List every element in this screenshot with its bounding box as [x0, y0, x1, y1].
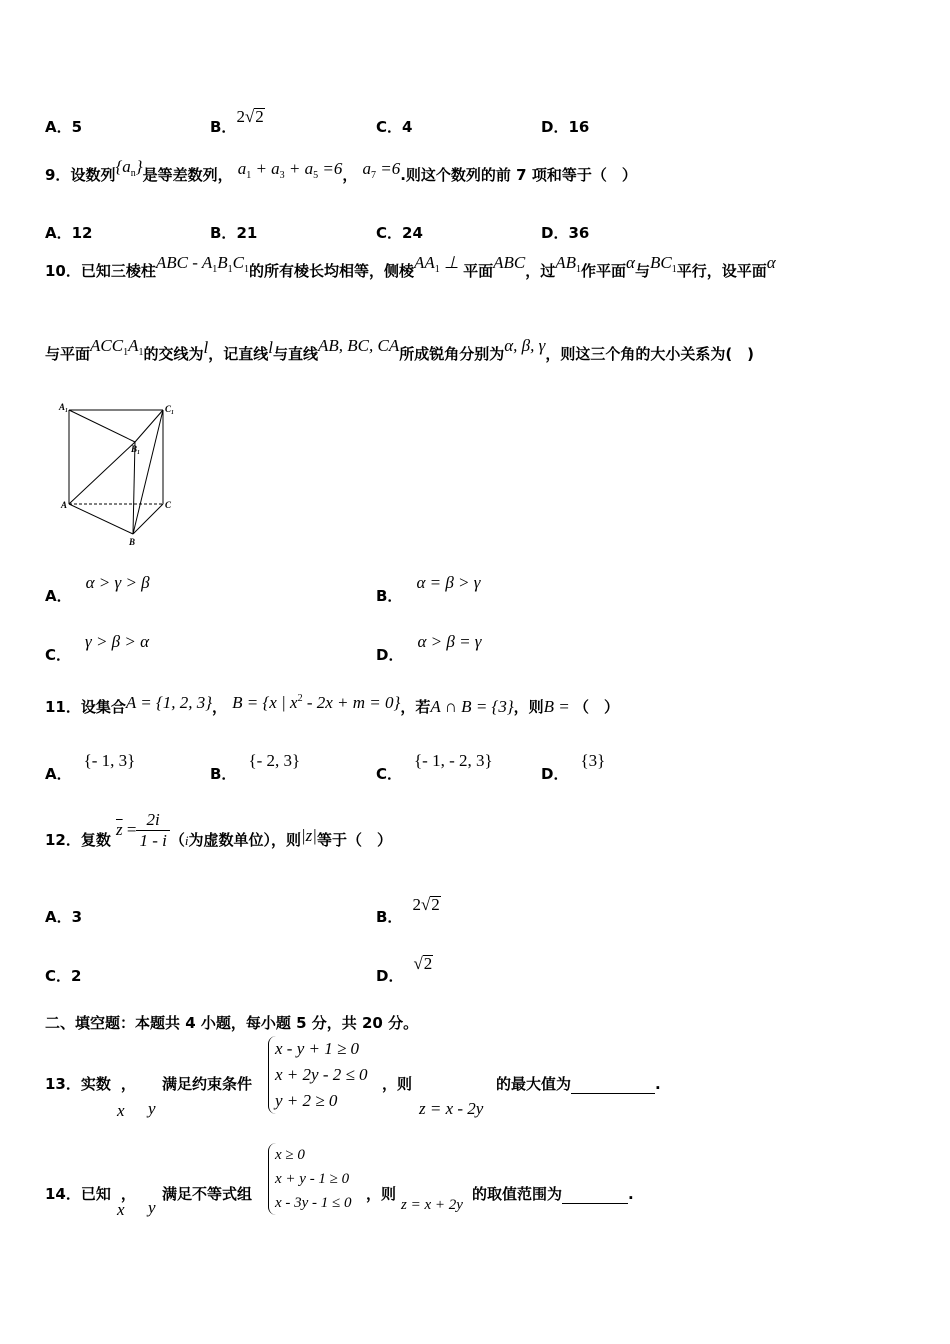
prism-figure	[55, 398, 185, 550]
edge-ab1	[69, 442, 135, 504]
constraint-row: x ≥ 0	[275, 1147, 305, 1163]
acc-sub: 1	[123, 347, 129, 358]
q11-text-2: ，若	[400, 698, 431, 716]
option-label: A．	[45, 587, 72, 605]
label-a: A	[61, 500, 68, 510]
prism-sub: 1	[227, 264, 233, 275]
q10-line-l: l	[203, 338, 209, 357]
q13-var-x: x	[117, 1101, 125, 1120]
ab-sub: 1	[576, 264, 582, 275]
q9-eq1	[237, 159, 343, 181]
q9-text-3: .则这个数列的前 7 项和等于（ ）	[400, 166, 637, 184]
q12-text-3: 为虚数单位），则	[188, 831, 301, 849]
q13-constraint-system	[268, 1036, 368, 1114]
q14-comma: ，	[120, 1185, 136, 1203]
q8-option-b	[210, 106, 265, 136]
option-value: 12	[71, 224, 93, 242]
fraction-denominator: 1 - i	[139, 831, 167, 850]
sqrt-radicand: 2	[431, 895, 440, 914]
prism-b: B	[217, 253, 228, 272]
option-expr: {- 1, - 2, 3}	[414, 751, 493, 770]
q14-text-4: 的取值范围为	[472, 1185, 563, 1203]
q12-text-2: （	[169, 831, 185, 849]
answer-blank[interactable]	[562, 1187, 628, 1204]
fraction-numerator: 2i	[136, 810, 169, 831]
q10-option-b	[376, 572, 481, 605]
q8-option-c	[376, 116, 412, 137]
q10-alpha: α	[626, 253, 635, 272]
bc-sub: 1	[671, 264, 677, 275]
prism-sub: 1	[212, 264, 218, 275]
q14-var-y: y	[148, 1198, 156, 1217]
q11-option-b	[210, 750, 301, 783]
q10-text-7: 平行，设平面	[676, 262, 767, 280]
eq1-rhs: =6	[318, 159, 343, 178]
edge-bb1	[133, 442, 135, 534]
acc-sub-2: 1	[138, 347, 144, 358]
option-value: 3	[71, 908, 83, 926]
option-label: A．	[45, 224, 72, 242]
q10-acc1a1	[90, 336, 144, 358]
q14-text-3: ，则	[366, 1185, 397, 1203]
q10-lines: AB, BC, CA	[317, 336, 400, 355]
option-label: D．	[541, 765, 569, 783]
q8-option-a	[45, 116, 82, 137]
q13-objective: z = x - 2y	[419, 1099, 484, 1118]
q12-option-a	[45, 906, 82, 927]
set-b-sup: 2	[297, 693, 303, 704]
label-b1: B₁	[131, 444, 141, 454]
q10-text-3: 平面	[463, 262, 494, 280]
q13-text-4: 的最大值为	[496, 1075, 572, 1093]
q12-eq: =	[122, 820, 137, 839]
set-b-pre: B = {x | x	[232, 693, 298, 712]
option-value: 5	[71, 118, 83, 136]
option-label: C．	[45, 967, 72, 985]
q11-stem	[45, 693, 620, 717]
label-c: C	[165, 500, 172, 510]
option-label: A．	[45, 118, 72, 136]
aa: AA	[414, 253, 435, 272]
q9-option-c	[376, 222, 423, 243]
question-number: 14．	[45, 1185, 81, 1203]
q8-option-d	[541, 116, 589, 137]
q12-zbar: $\overline{z}$	[115, 820, 123, 839]
q10-l2-text-2: 的交线为	[143, 345, 204, 363]
q10-text-2: 的所有棱长均相等，侧棱	[248, 262, 414, 280]
constraint-row: x + 2y - 2 ≤ 0	[275, 1065, 368, 1084]
question-number: 10．	[45, 262, 81, 280]
constraint-row: y + 2 ≥ 0	[275, 1091, 338, 1110]
sqrt-sign-icon: √	[420, 895, 431, 914]
option-expr: α = β > γ	[416, 573, 481, 592]
q9-option-a	[45, 222, 92, 243]
q10-option-d	[376, 631, 482, 664]
set-b-post: - 2x + m = 0}	[302, 693, 401, 712]
prism-c: C	[232, 253, 244, 272]
q9-stem	[45, 157, 637, 187]
q10-option-c	[45, 631, 150, 664]
sqrt-sign-icon: √	[244, 107, 255, 126]
q14-objective: z = x + 2y	[401, 1197, 463, 1213]
q14-text-2: 满足不等式组	[162, 1185, 253, 1203]
option-expr: γ > β > α	[85, 632, 150, 651]
q11-text-3: ，则	[513, 698, 544, 716]
option-label: D．	[541, 118, 569, 136]
q12-text-1: 复数	[80, 831, 111, 849]
q13-stem-prefix	[45, 1073, 136, 1094]
constraint-row: x - 3y - 1 ≤ 0	[275, 1195, 352, 1211]
q12-text-4: 等于（ ）	[316, 831, 392, 849]
q13-comma: ，	[120, 1075, 136, 1093]
q14-text-1: 已知	[80, 1185, 111, 1203]
aa-sub: 1	[434, 264, 440, 275]
eq1-b: a	[271, 159, 280, 178]
perp-icon: ⊥	[439, 253, 464, 272]
q10-text-5: 作平面	[581, 262, 627, 280]
q9-text-2: 是等差数列，	[142, 166, 233, 184]
seq-sub: n	[130, 168, 136, 179]
q10-alpha-2: α	[766, 253, 776, 272]
sqrt-radicand: 2	[423, 954, 433, 973]
q10-abc: ABC	[493, 253, 526, 272]
eq1-c: a	[304, 159, 314, 178]
option-value: 21	[236, 224, 258, 242]
edge-ab	[69, 504, 133, 534]
q10-text-1: 已知三棱柱	[80, 262, 156, 280]
option-value: 2	[71, 967, 82, 985]
answer-blank[interactable]	[571, 1077, 655, 1094]
q11-option-a	[45, 750, 136, 783]
option-value: 36	[568, 224, 590, 242]
bc: BC	[649, 253, 672, 272]
option-label: B．	[376, 587, 403, 605]
option-label: D．	[376, 646, 404, 664]
eq1-s2: 3	[279, 170, 285, 181]
option-expr: {- 2, 3}	[248, 751, 301, 770]
q14-constraint-system	[268, 1143, 352, 1215]
question-number: 11．	[45, 698, 81, 716]
q12-option-c	[45, 965, 81, 986]
question-number: 12．	[45, 831, 81, 849]
q10-prism	[155, 253, 249, 275]
q12-option-b	[376, 894, 441, 926]
eq1-s3: 5	[313, 170, 319, 181]
q10-text-4: ，过	[525, 262, 556, 280]
q10-l2-text-5: 所成锐角分别为	[399, 345, 505, 363]
eq2-s: 7	[371, 170, 376, 181]
q14-var-x: x	[117, 1200, 125, 1219]
q11-set-b	[232, 693, 400, 712]
eq1-plus1: +	[251, 159, 272, 178]
seq-a: a	[122, 157, 131, 176]
prism-name: ABC - A	[155, 253, 213, 272]
q9-option-d	[541, 222, 589, 243]
option-label: C．	[45, 646, 72, 664]
prism-sub: 1	[243, 264, 249, 275]
q9-comma: ，	[342, 166, 358, 184]
sqrt-sign-icon: √	[413, 954, 423, 973]
q12-i: i	[184, 833, 189, 848]
option-value: 24	[402, 224, 423, 242]
option-label: B．	[210, 224, 237, 242]
option-expr: {3}	[580, 751, 606, 770]
q11-option-c	[376, 750, 493, 783]
label-c1: C₁	[165, 404, 175, 414]
q10-bc1	[649, 253, 677, 275]
edge-a1b1	[69, 410, 135, 442]
option-label: C．	[376, 224, 403, 242]
option-label: A．	[45, 908, 72, 926]
option-label: C．	[376, 118, 403, 136]
q10-l2-text-3: ，记直线	[208, 345, 269, 363]
q10-option-a	[45, 572, 150, 605]
eq1-plus2: +	[284, 159, 305, 178]
q12-absz: |z|	[301, 826, 317, 845]
question-number: 9．	[45, 166, 71, 184]
option-label: D．	[541, 224, 569, 242]
q11-text-4: （ ）	[574, 698, 620, 716]
constraint-row: x - y + 1 ≥ 0	[275, 1039, 360, 1058]
q13-text-3: ，则	[382, 1075, 413, 1093]
option-label: B．	[376, 908, 403, 926]
option-label: C．	[376, 765, 403, 783]
q11-intersection: A ∩ B = {3}	[430, 697, 514, 716]
q14-end: .	[628, 1185, 634, 1203]
q11-comma: ，	[212, 698, 228, 716]
question-number: 13．	[45, 1075, 81, 1093]
q10-angles: α, β, γ	[504, 336, 546, 355]
option-expr: {- 1, 3}	[83, 751, 136, 770]
q9-option-b	[210, 222, 257, 243]
option-expr: α > γ > β	[85, 573, 150, 592]
option-label: D．	[376, 967, 404, 985]
q13-end: .	[655, 1075, 661, 1093]
q9-eq2	[362, 159, 401, 181]
q13-text-2: 满足约束条件	[162, 1075, 253, 1093]
acc: ACC	[90, 336, 124, 355]
q11-option-d	[541, 750, 606, 783]
eq1-a: a	[237, 159, 247, 178]
option-label: B．	[210, 118, 237, 136]
option-label: B．	[210, 765, 237, 783]
ab: AB	[555, 253, 577, 272]
label-a1: A₁	[59, 402, 69, 412]
q11-set-a: A = {1, 2, 3}	[125, 693, 213, 712]
q10-stem-line1	[45, 253, 776, 283]
sqrt-coef: 2	[236, 107, 245, 126]
acc-a: A	[128, 336, 139, 355]
q9-seq: $\{a_n\}$	[115, 157, 143, 179]
eq2-a: a	[362, 159, 371, 178]
q11-text-1: 设集合	[80, 698, 126, 716]
sqrt-radicand: 2	[255, 107, 264, 126]
section-2-title: 二、填空题：本题共 4 小题，每小题 5 分，共 20 分。	[45, 1014, 419, 1032]
label-b: B	[129, 537, 136, 547]
q14-answer-line	[472, 1183, 634, 1204]
option-expr: α > β = γ	[417, 632, 482, 651]
eq2-rhs: =6	[376, 159, 401, 178]
sqrt-coef: 2	[412, 895, 421, 914]
option-value: 16	[568, 118, 590, 136]
q10-ab1	[555, 253, 582, 275]
q10-stem-line2	[45, 336, 755, 366]
q10-aa1	[414, 253, 464, 275]
q12-option-d	[376, 953, 433, 985]
q10-text-6: 与	[634, 262, 650, 280]
q10-line-l-2: l	[268, 338, 273, 357]
q11-b-eq: B =	[543, 697, 575, 716]
edge-bc	[133, 504, 163, 534]
option-label: A．	[45, 765, 72, 783]
q10-l2-text-6: ，则这三个角的大小关系为( )	[545, 345, 755, 363]
q10-l2-text-1: 与平面	[45, 345, 91, 363]
q13-text-1: 实数	[80, 1075, 111, 1093]
q12-fraction	[136, 810, 169, 851]
q12-stem	[45, 810, 392, 851]
q10-l2-text-4: 与直线	[272, 345, 318, 363]
q9-text-1: 设数列	[70, 166, 116, 184]
q13-answer-line	[496, 1073, 661, 1094]
edge-bc1	[133, 410, 163, 534]
eq1-s1: 1	[246, 170, 252, 181]
constraint-row: x + y - 1 ≥ 0	[275, 1171, 350, 1187]
option-value: 4	[402, 118, 413, 136]
q13-var-y: y	[148, 1099, 156, 1118]
